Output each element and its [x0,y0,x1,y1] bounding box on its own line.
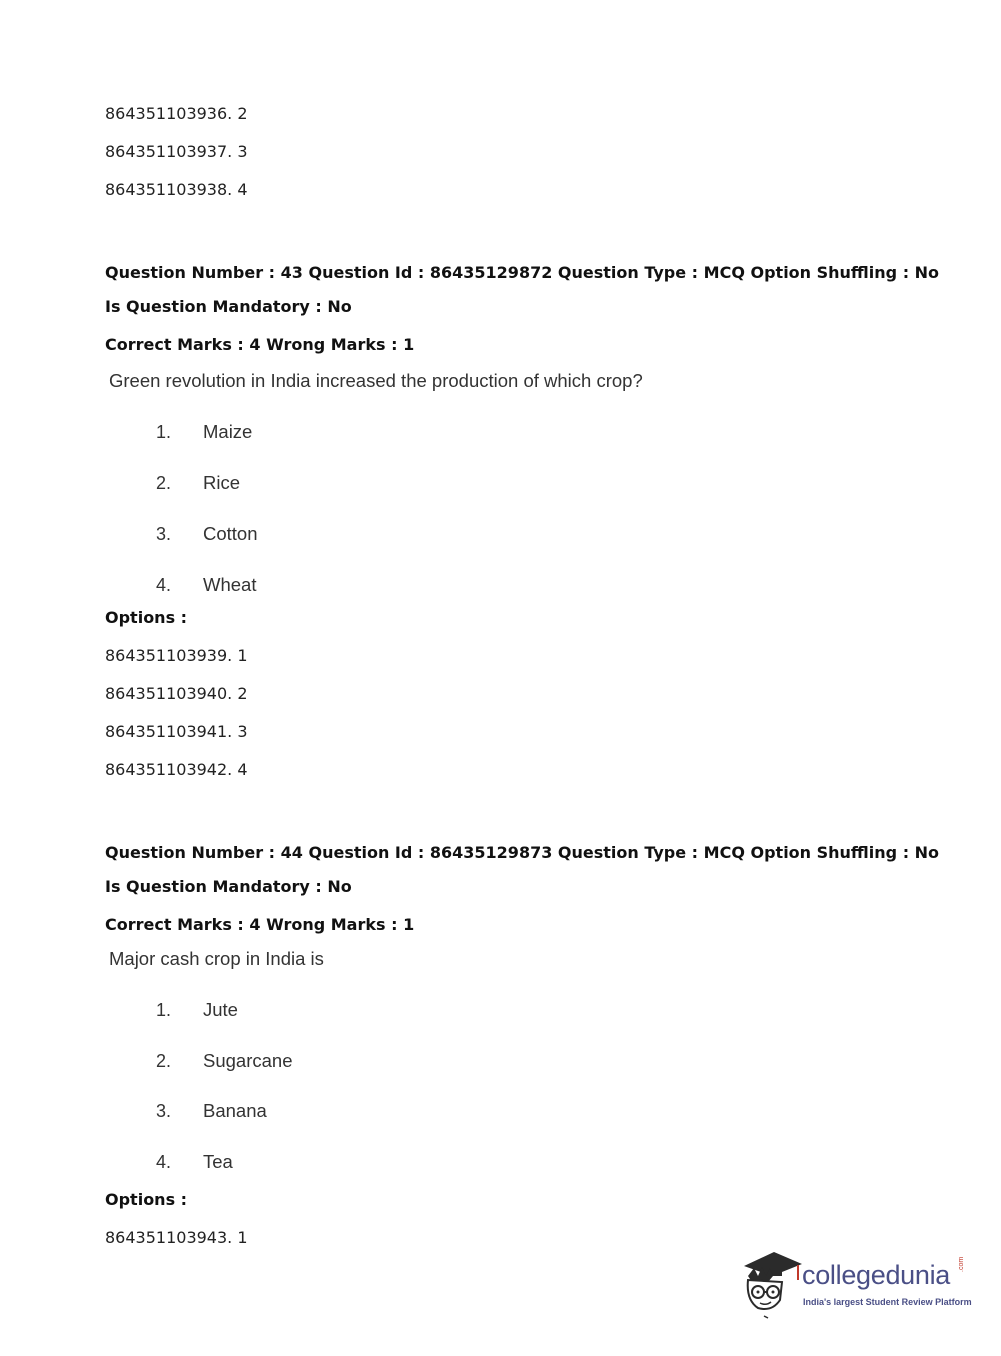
choice-text: Wheat [203,574,257,595]
option-id-line: 864351103942. 4 [105,760,248,779]
choice-text: Cotton [203,523,258,544]
choice-text: Banana [203,1100,267,1121]
option-id-line: 864351103939. 1 [105,646,248,665]
choice-number: 2. [156,1051,172,1071]
choice-number: 4. [156,1152,172,1172]
question-marks: Correct Marks : 4 Wrong Marks : 1 [105,915,415,934]
option-id-line: 864351103936. 2 [105,104,248,123]
choice-text: Maize [203,421,253,442]
options-label: Options : [105,1190,188,1209]
choice-number: 1. [156,1000,172,1020]
option-id-line: 864351103937. 3 [105,142,248,161]
question-text: Green revolution in India increased the production of which crop? [109,370,643,391]
choice-text: Tea [203,1151,233,1172]
logo-tagline: India's largest Student Review Platform [803,1297,972,1307]
question-marks: Correct Marks : 4 Wrong Marks : 1 [105,335,415,354]
choice-number: 2. [156,473,172,493]
logo-suffix: .com [958,1256,965,1272]
option-id-line: 864351103938. 4 [105,180,248,199]
question-text: Major cash crop in India is [109,948,324,969]
option-id-line: 864351103941. 3 [105,722,248,741]
option-id-line: 864351103940. 2 [105,684,248,703]
options-label: Options : [105,608,188,627]
question-mandatory: Is Question Mandatory : No [105,297,352,316]
collegedunia-mascot-icon [740,1246,804,1322]
choice-number: 4. [156,575,172,595]
question-header: Question Number : 43 Question Id : 86435129872 Question Type : MCQ Option Shuffling : No [105,263,940,282]
choice-text: Rice [203,472,241,493]
question-header: Question Number : 44 Question Id : 86435129873 Question Type : MCQ Option Shuffling : No [105,843,940,862]
choice-text: Sugarcane [203,1050,293,1071]
choice-number: 1. [156,422,172,442]
choice-number: 3. [156,1101,172,1121]
question-mandatory: Is Question Mandatory : No [105,877,352,896]
choice-text: Jute [203,999,238,1020]
logo-wordmark: collegedunia [802,1260,951,1290]
option-id-line: 864351103943. 1 [105,1228,248,1247]
choice-number: 3. [156,524,172,544]
